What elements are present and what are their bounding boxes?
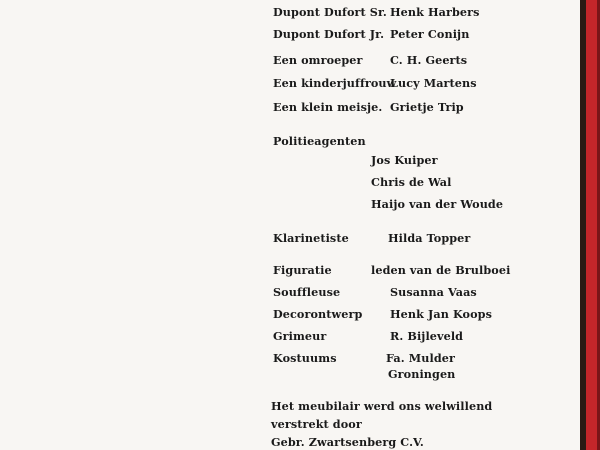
cast-role-1: Dupont Dufort Sr. bbox=[273, 5, 387, 19]
credit-line-2: verstrekt door bbox=[271, 417, 362, 431]
credit-line-3: Gebr. Zwartsenberg C.V. bbox=[271, 435, 424, 449]
crew-name-6-city: Groningen bbox=[388, 367, 456, 381]
crew-role-3: Souffleuse bbox=[273, 285, 341, 299]
police-member-1: Jos Kuiper bbox=[371, 153, 438, 167]
cast-actor-4: Lucy Martens bbox=[390, 76, 477, 90]
crew-role-2: Figuratie bbox=[273, 263, 332, 277]
crew-name-3: Susanna Vaas bbox=[390, 285, 477, 299]
crew-name-1: Hilda Topper bbox=[388, 231, 471, 245]
crew-name-6: Fa. Mulder bbox=[386, 351, 455, 365]
cast-actor-3: C. H. Geerts bbox=[390, 53, 468, 67]
crew-name-2: leden van de Brulboei bbox=[371, 263, 511, 277]
police-heading: Politieagenten bbox=[273, 134, 366, 148]
cast-actor-2: Peter Conijn bbox=[390, 27, 470, 41]
cast-role-4: Een kinderjuffrouw bbox=[273, 76, 397, 90]
crew-name-4: Henk Jan Koops bbox=[390, 307, 492, 321]
police-member-2: Chris de Wal bbox=[371, 175, 452, 189]
cast-actor-1: Henk Harbers bbox=[390, 5, 480, 19]
crew-role-5: Grimeur bbox=[273, 329, 327, 343]
cast-role-5: Een klein meisje. bbox=[273, 100, 383, 114]
crew-role-4: Decorontwerp bbox=[273, 307, 363, 321]
crew-role-1: Klarinetiste bbox=[273, 231, 349, 245]
cast-actor-5: Grietje Trip bbox=[390, 100, 464, 114]
crew-name-5: R. Bijleveld bbox=[390, 329, 464, 343]
crew-role-6: Kostuums bbox=[273, 351, 337, 365]
credit-line-1: Het meubilair werd ons welwillend bbox=[271, 399, 493, 413]
cast-role-3: Een omroeper bbox=[273, 53, 363, 67]
cast-role-2: Dupont Dufort Jr. bbox=[273, 27, 385, 41]
police-member-3: Haijo van der Woude bbox=[371, 197, 504, 211]
